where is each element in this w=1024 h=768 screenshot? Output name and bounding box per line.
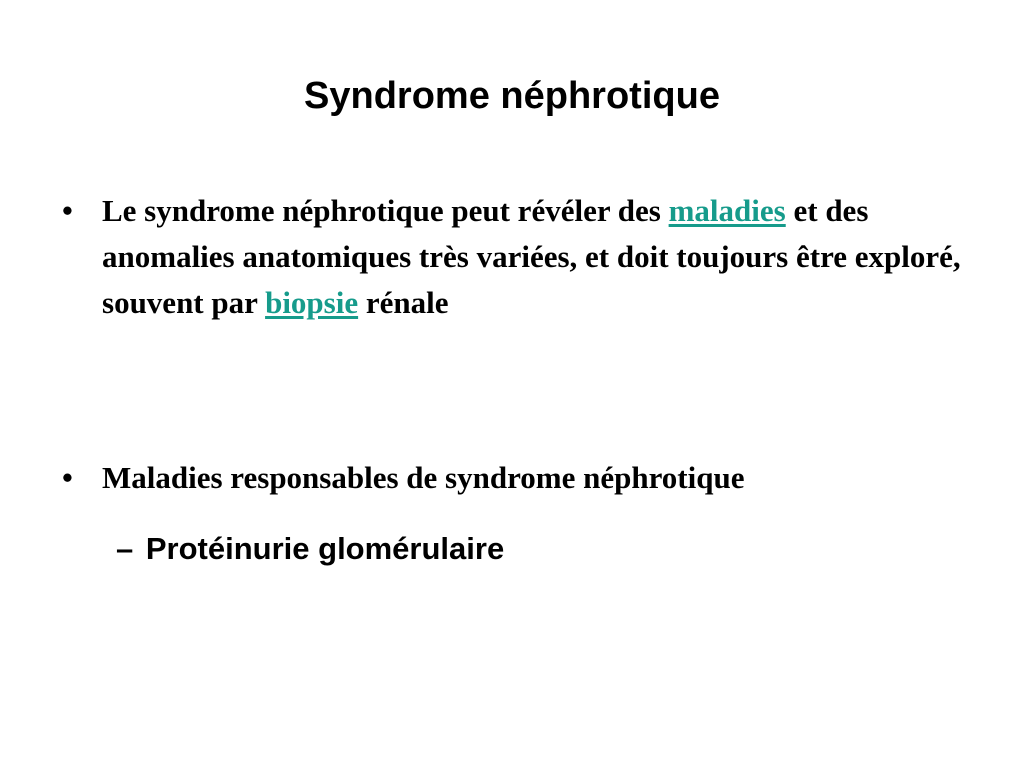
bullet-marker: • — [62, 193, 73, 228]
bullet-text-segment: rénale — [358, 285, 449, 320]
maladies-link[interactable]: maladies — [668, 193, 786, 228]
bullet-text-2: Maladies responsables de syndrome néphrotique — [102, 460, 745, 495]
sub-bullet-marker: – — [116, 531, 134, 566]
sub-bullet-text: Protéinurie glomérulaire — [145, 531, 505, 566]
bullet-marker: • — [62, 460, 73, 495]
bullet-text-1 — [102, 188, 962, 326]
bullet-text-segment: Le syndrome néphrotique peut révéler des — [102, 193, 669, 228]
sub-bullet-item — [116, 526, 916, 572]
slide-title: Syndrome néphrotique — [304, 75, 720, 117]
biopsie-link[interactable]: biopsie — [265, 285, 359, 320]
bullet-text-segment: et des anomalies anatomiques très variées, et doit toujours être exploré, souvent par — [102, 193, 961, 320]
